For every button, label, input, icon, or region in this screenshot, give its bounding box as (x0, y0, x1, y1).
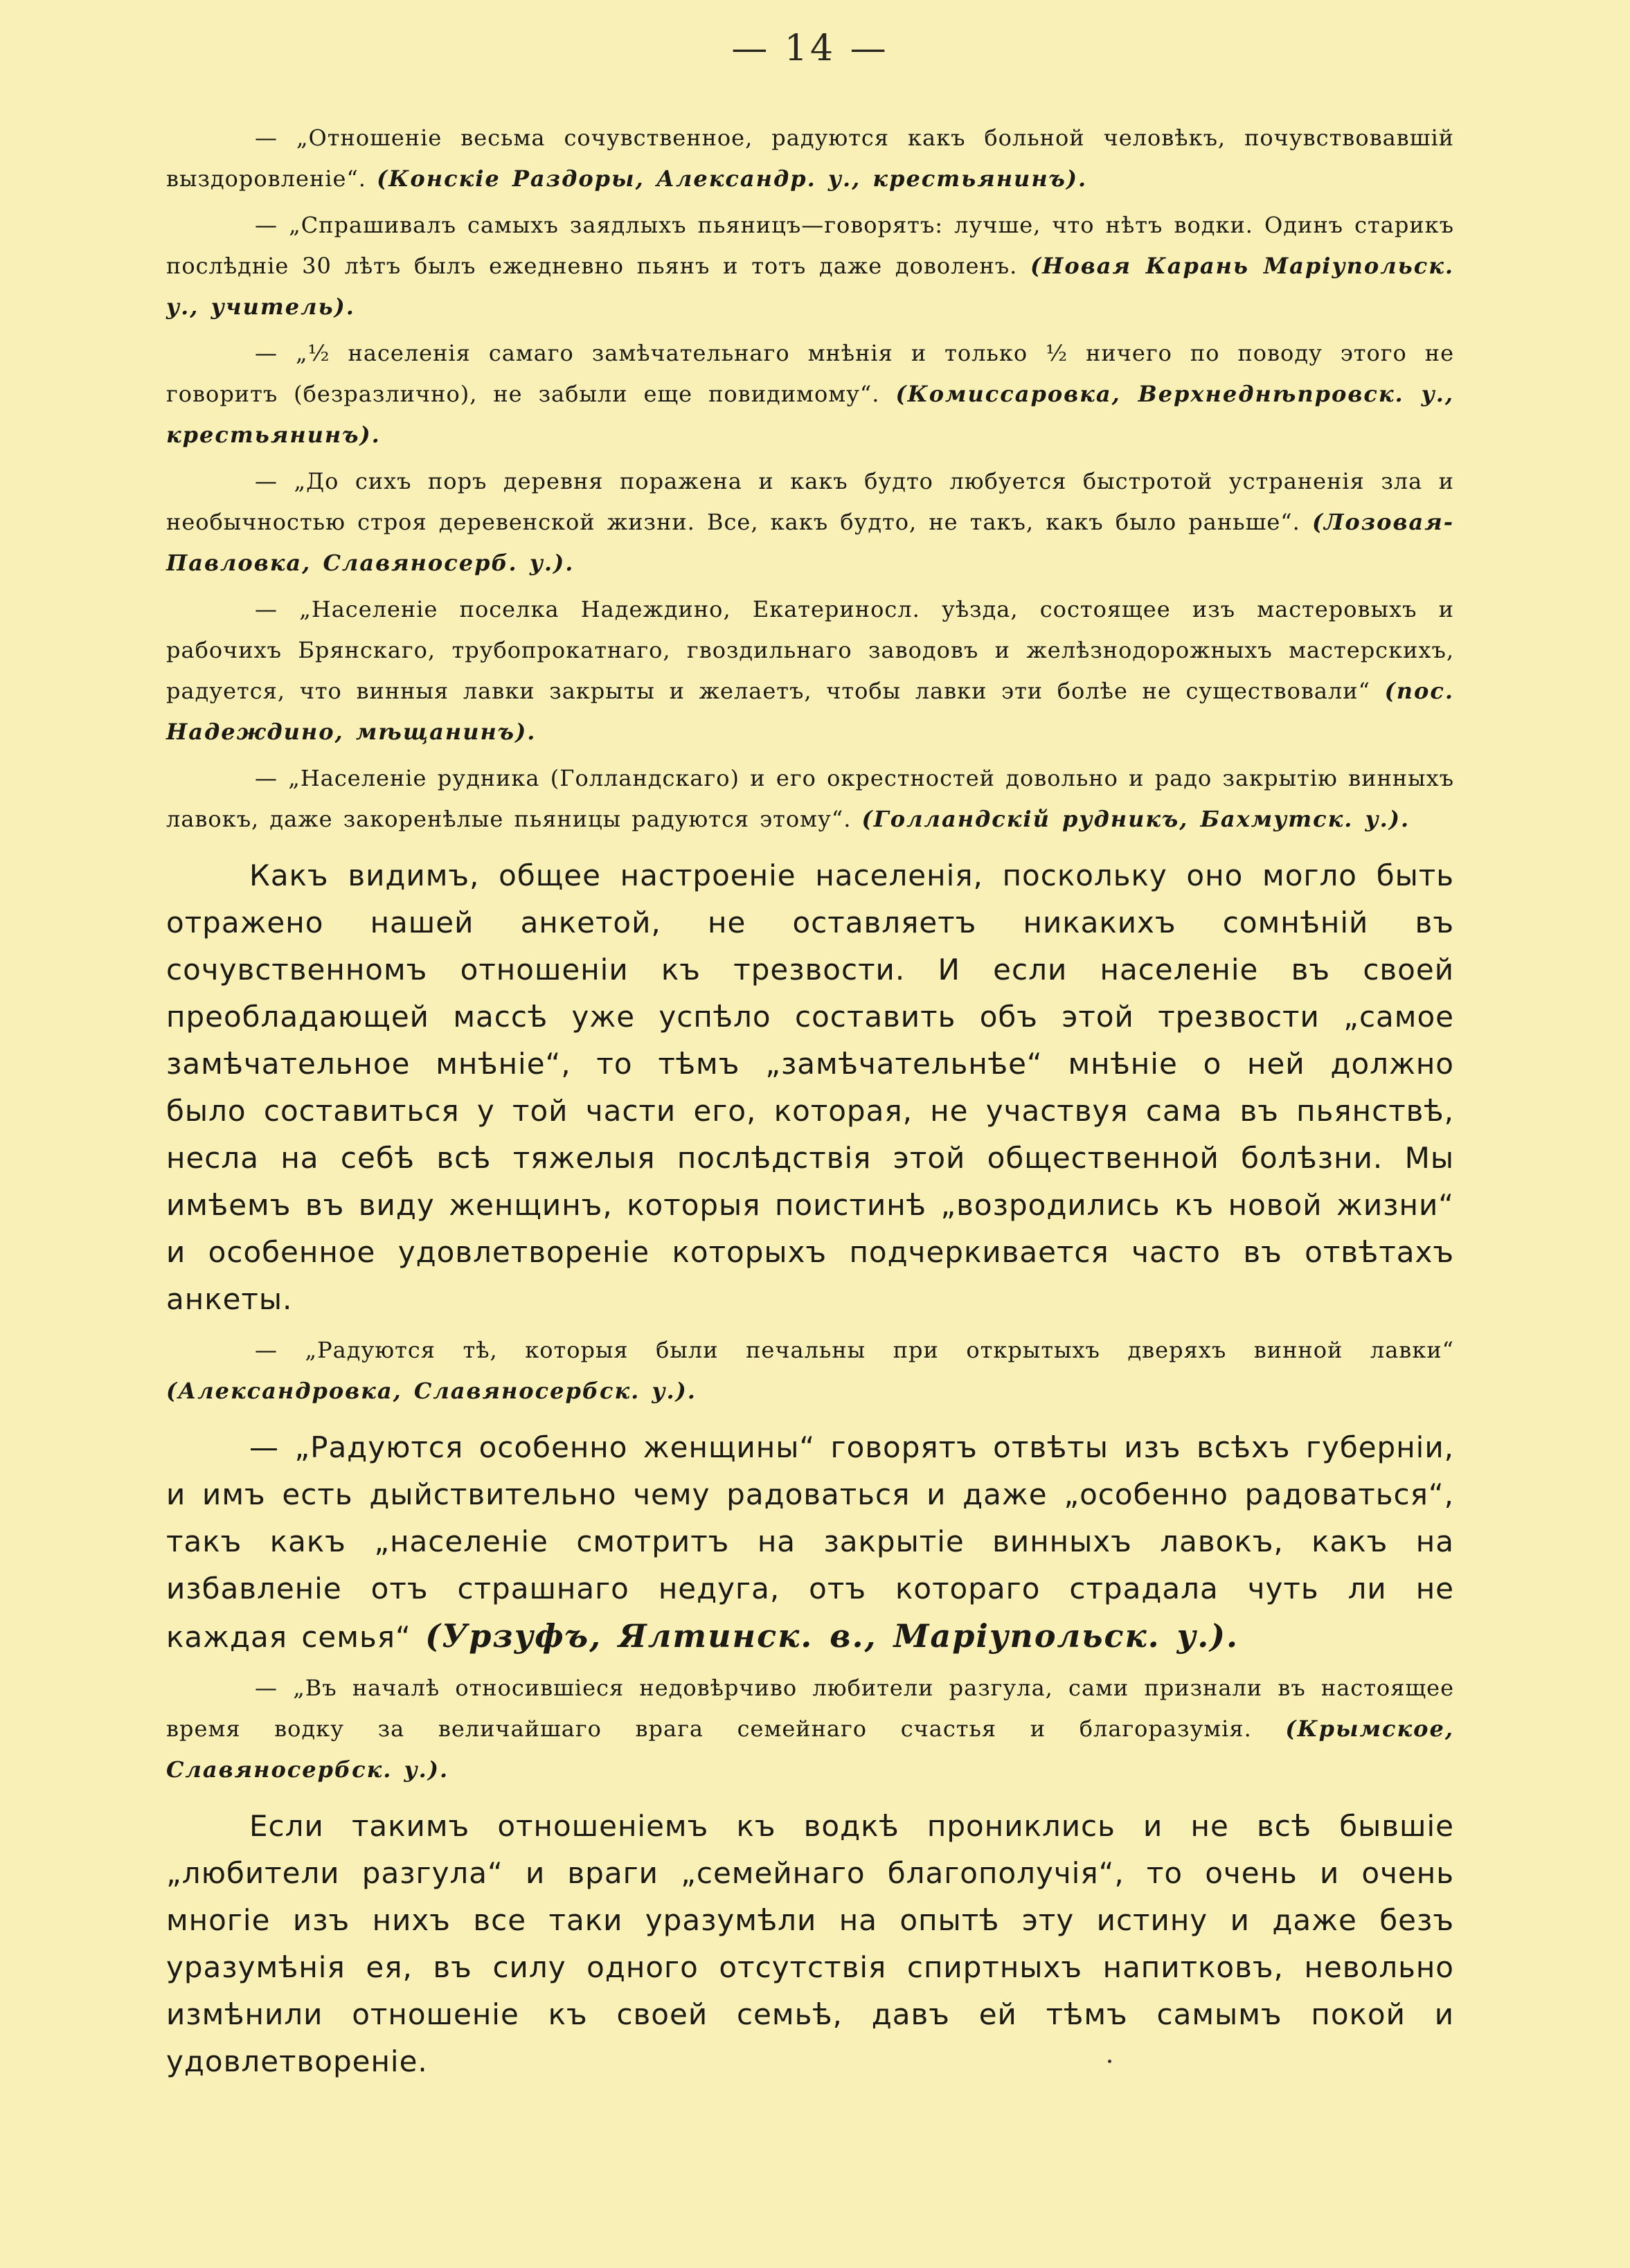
quote-source: (Крымское, Славяносербск. у.). (166, 1716, 1454, 1783)
body-paragraph-text: Какъ видимъ, общее настроеніе населенія, поскольку оно могло быть отражено нашей анкетой, не оставляетъ никакихъ сомнѣній въ сочувственномъ отношеніи къ трезвости. И если населеніе въ своей преобладающей массѣ уже успѣло составить объ этой трезвости „самое замѣчательное мнѣніе“, то тѣмъ „замѣчательнѣе“ мнѣніе о ней должно было составиться у той части его, которая, не участвуя сама въ пьянствѣ, несла на себѣ всѣ тяжелыя послѣдствія этой общественной болѣзни. Мы имѣемъ въ виду женщинъ, которыя поистинѣ „возродились къ новой жизни“ и особенное удовлетвореніе которыхъ подчеркивается часто въ отвѣтахъ анкеты. (166, 858, 1454, 1316)
quote-3 (166, 333, 1454, 456)
page (166, 28, 1454, 2092)
quote-text: — „½ населенія самаго замѣчательнаго мнѣнія и только ½ ничего по поводу этого не говоритъ (безразлично), не забыли еще повидимому“. (166, 340, 1454, 407)
quote-8 (166, 1668, 1454, 1790)
quote-text: — „Спрашивалъ самыхъ заядлыхъ пьяницъ—говорятъ: лучше, что нѣтъ водки. Одинъ старикъ послѣдніе 30 лѣтъ былъ ежедневно пьянъ и тотъ даже доволенъ. (166, 212, 1454, 279)
quote-source: (Новая Карань Маріупольск. у., учитель). (166, 253, 1454, 320)
body-paragraph-1 (166, 852, 1454, 1323)
quote-5 (166, 589, 1454, 753)
body-paragraph-text: Если такимъ отношеніемъ къ водкѣ прониклись и не всѣ бывшіе „любители разгула“ и враги „семейнаго благополучія“, то очень и очень многіе изъ нихъ все таки уразумѣли на опытѣ эту истину и даже безъ уразумѣнія ея, въ силу одного отсутствія спиртныхъ напитковъ, невольно измѣнили отношеніе къ своей семьѣ, давъ ей тѣмъ самымъ покой и удовлетвореніе. (166, 1809, 1454, 2078)
quote-source: (Александровка, Славяносербск. у.). (166, 1378, 697, 1404)
quote-text: — „Радуются тѣ, которыя были печальны при открытыхъ дверяхъ винной лавки“ (255, 1337, 1454, 1363)
quote-text: — „Въ началѣ относившiеся недовѣрчиво любители разгула, сами признали въ настоящее время водку за величайшаго врага семейнаго счастья и благоразумія. (166, 1675, 1454, 1742)
body-paragraph-text: — „Радуются особенно женщины“ говорятъ отвѣты изъ всѣхъ губерніи, и имъ есть дыйствительно чему радоваться и даже „особенно радоваться“, такъ какъ „населеніе смотритъ на закрытіе винныхъ лавокъ, какъ на избавленіе отъ страшнаго недуга, отъ котораго страдала чуть ли не каждая семья“ (166, 1430, 1454, 1654)
quote-7 (166, 1330, 1454, 1412)
quote-source: (Лозовая-Павловка, Славяносерб. у.). (166, 509, 1454, 576)
quote-text: — „Населеніе поселка Надеждино, Екатериносл. уѣзда, состоящее изъ мастеровыхъ и рабочихъ Брянскаго, трубопрокатнаго, гвоздильнаго заводовъ и желѣзнодорожныхъ мастерскихъ, радуется, что винныя лавки закрыты и желаетъ, чтобы лавки эти болѣе не существовали“ (166, 596, 1454, 704)
page-number: — 14 — (731, 28, 889, 69)
quote-source: (пос. Надеждино, мѣщанинъ). (166, 678, 1454, 745)
quote-1 (166, 118, 1454, 199)
quote-text: — „Отношеніе весьма сочувственное, радуются какъ больной человѣкъ, почувствовавшій выздоровленіе“. (166, 125, 1454, 192)
body-paragraph-source: (Урзуфъ, Ялтинск. в., Маріупольск. у.). (425, 1617, 1239, 1655)
quote-text: — „До сихъ поръ деревня поражена и какъ будто любуется быстротой устраненія зла и необычностью строя деревенской жизни. Все, какъ будто, не такъ, какъ было раньше“. (166, 468, 1454, 535)
quote-source: (Конскіе Раздоры, Александр. у., крестьянинъ). (377, 165, 1088, 192)
body-paragraph-2 (166, 1424, 1454, 1661)
quote-text: — „Населеніе рудника (Голландскаго) и его окрестностей довольно и радо закрытію винныхъ лавокъ, даже закоренѣлые пьяницы радуются этому“. (166, 765, 1454, 832)
quote-source: (Комиссаровка, Верхнеднѣпровск. у., крестьянинъ). (166, 381, 1455, 448)
ink-speck (1108, 2060, 1111, 2063)
body-paragraph-3 (166, 1803, 1454, 2085)
quote-2 (166, 205, 1454, 327)
quote-4 (166, 461, 1454, 584)
quote-6 (166, 758, 1454, 840)
quote-source: (Голландскій рудникъ, Бахмутск. у.). (861, 806, 1410, 832)
